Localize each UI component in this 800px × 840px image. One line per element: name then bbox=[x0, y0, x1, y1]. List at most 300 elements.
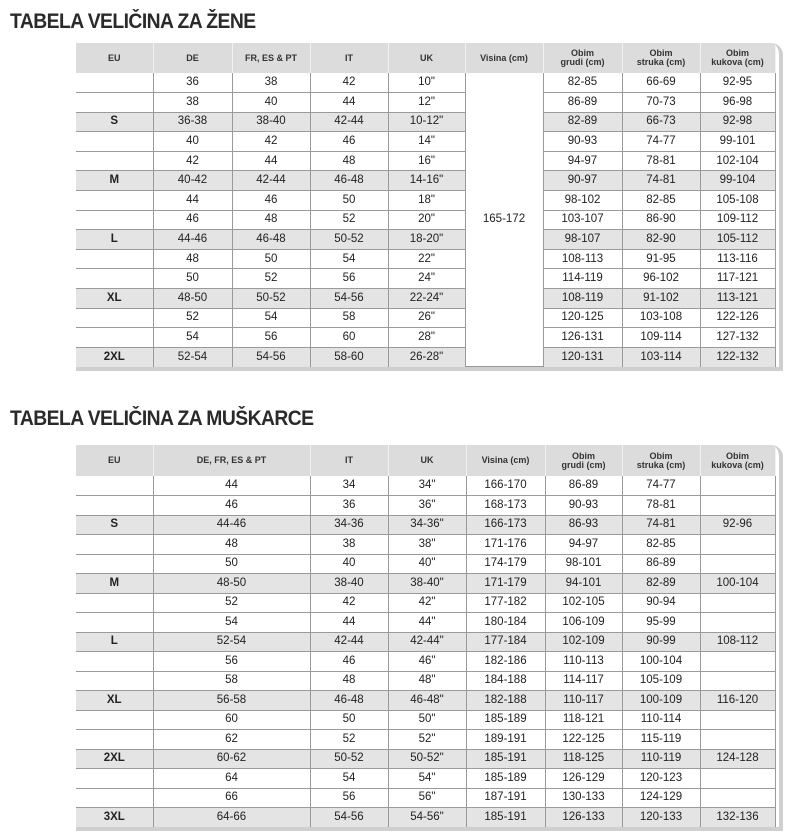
table-row bbox=[76, 515, 775, 535]
table-cell: 42 bbox=[153, 151, 232, 171]
eu-size-cell bbox=[76, 476, 153, 496]
table-cell: 40-42 bbox=[153, 171, 232, 191]
table-cell: 177-184 bbox=[466, 632, 545, 652]
table-cell: 185-189 bbox=[466, 710, 545, 730]
table-cell: 182-186 bbox=[466, 652, 545, 672]
eu-size-cell: S bbox=[76, 515, 153, 535]
table-cell: 108-113 bbox=[543, 249, 622, 269]
table-cell: 10" bbox=[388, 73, 465, 93]
table-cell: 50-52 bbox=[310, 230, 388, 250]
women-header-cell: Obim grudi (cm) bbox=[543, 43, 622, 73]
women-table-header-row bbox=[76, 43, 775, 73]
table-cell: 120-125 bbox=[543, 308, 622, 328]
table-cell: 78-81 bbox=[622, 496, 700, 516]
women-header-cell: FR, ES & PT bbox=[232, 43, 310, 73]
table-cell: 42 bbox=[232, 132, 310, 152]
table-cell bbox=[700, 652, 775, 672]
eu-size-cell: 2XL bbox=[76, 347, 153, 367]
table-cell: 54-56 bbox=[310, 808, 388, 828]
table-row bbox=[76, 730, 775, 750]
table-cell: 86-89 bbox=[543, 93, 622, 113]
table-cell: 86-93 bbox=[545, 515, 622, 535]
table-cell: 118-125 bbox=[545, 749, 622, 769]
table-cell: 50-52 bbox=[232, 289, 310, 309]
table-cell: 52 bbox=[310, 730, 388, 750]
eu-size-cell: M bbox=[76, 171, 153, 191]
table-cell: 96-98 bbox=[700, 93, 775, 113]
table-cell: 86-90 bbox=[622, 210, 700, 230]
table-cell: 48 bbox=[232, 210, 310, 230]
table-cell: 44 bbox=[153, 476, 310, 496]
table-cell: 90-93 bbox=[543, 132, 622, 152]
table-cell: 18" bbox=[388, 191, 465, 211]
table-cell: 98-102 bbox=[543, 191, 622, 211]
eu-size-cell bbox=[76, 132, 153, 152]
table-cell: 98-107 bbox=[543, 230, 622, 250]
table-cell: 99-104 bbox=[700, 171, 775, 191]
table-cell: 56-58 bbox=[153, 691, 310, 711]
table-cell: 92-95 bbox=[700, 73, 775, 93]
table-cell: 44 bbox=[232, 151, 310, 171]
eu-size-cell: XL bbox=[76, 289, 153, 309]
table-row bbox=[76, 151, 775, 171]
table-cell: 168-173 bbox=[466, 496, 545, 516]
women-header-cell: Obim kukova (cm) bbox=[700, 43, 775, 73]
table-cell: 96-102 bbox=[622, 269, 700, 289]
women-size-table bbox=[76, 43, 776, 367]
table-row bbox=[76, 328, 775, 348]
table-row bbox=[76, 710, 775, 730]
table-cell: 50 bbox=[232, 249, 310, 269]
eu-size-cell: S bbox=[76, 112, 153, 132]
table-cell: 185-189 bbox=[466, 769, 545, 789]
table-cell: 117-121 bbox=[700, 269, 775, 289]
table-cell: 94-97 bbox=[543, 151, 622, 171]
table-cell: 36" bbox=[388, 496, 466, 516]
table-cell: 120-133 bbox=[622, 808, 700, 828]
eu-size-cell bbox=[76, 652, 153, 672]
table-cell: 113-121 bbox=[700, 289, 775, 309]
table-cell: 122-125 bbox=[545, 730, 622, 750]
women-header-cell: UK bbox=[388, 43, 465, 73]
table-cell: 26" bbox=[388, 308, 465, 328]
table-cell: 86-89 bbox=[622, 554, 700, 574]
table-cell: 52 bbox=[153, 308, 232, 328]
table-cell: 189-191 bbox=[466, 730, 545, 750]
table-cell: 34" bbox=[388, 476, 466, 496]
table-cell: 132-136 bbox=[700, 808, 775, 828]
table-cell: 182-188 bbox=[466, 691, 545, 711]
table-cell: 98-101 bbox=[545, 554, 622, 574]
table-cell: 130-133 bbox=[545, 788, 622, 808]
table-cell: 42-44 bbox=[310, 112, 388, 132]
men-header-cell: IT bbox=[310, 445, 388, 476]
eu-size-cell bbox=[76, 769, 153, 789]
table-cell: 120-123 bbox=[622, 769, 700, 789]
table-cell: 10-12" bbox=[388, 112, 465, 132]
table-cell: 64-66 bbox=[153, 808, 310, 828]
eu-size-cell bbox=[76, 730, 153, 750]
table-cell: 94-101 bbox=[545, 574, 622, 594]
table-cell: 38-40 bbox=[232, 112, 310, 132]
table-cell: 110-119 bbox=[622, 749, 700, 769]
table-cell: 184-188 bbox=[466, 671, 545, 691]
table-row bbox=[76, 691, 775, 711]
table-cell: 54-56 bbox=[310, 289, 388, 309]
table-row bbox=[76, 613, 775, 633]
table-cell: 54 bbox=[310, 249, 388, 269]
eu-size-cell: XL bbox=[76, 691, 153, 711]
table-cell: 70-73 bbox=[622, 93, 700, 113]
table-cell: 46-48" bbox=[388, 691, 466, 711]
table-cell: 100-109 bbox=[622, 691, 700, 711]
men-header-cell: Obim grudi (cm) bbox=[545, 445, 622, 476]
table-cell: 180-184 bbox=[466, 613, 545, 633]
table-cell: 177-182 bbox=[466, 593, 545, 613]
table-cell: 92-96 bbox=[700, 515, 775, 535]
table-cell: 52 bbox=[232, 269, 310, 289]
table-cell: 44" bbox=[388, 613, 466, 633]
table-cell: 52 bbox=[153, 593, 310, 613]
table-cell: 115-119 bbox=[622, 730, 700, 750]
table-cell: 46 bbox=[310, 132, 388, 152]
table-row bbox=[76, 289, 775, 309]
table-cell: 108-119 bbox=[543, 289, 622, 309]
table-cell: 92-98 bbox=[700, 112, 775, 132]
table-cell: 99-101 bbox=[700, 132, 775, 152]
table-cell: 40" bbox=[388, 554, 466, 574]
table-cell: 74-81 bbox=[622, 515, 700, 535]
table-cell: 42-44" bbox=[388, 632, 466, 652]
table-cell: 22-24" bbox=[388, 289, 465, 309]
table-cell: 124-128 bbox=[700, 749, 775, 769]
women-header-cell: Obim struka (cm) bbox=[622, 43, 700, 73]
table-row bbox=[76, 191, 775, 211]
eu-size-cell bbox=[76, 496, 153, 516]
table-cell: 124-129 bbox=[622, 788, 700, 808]
table-cell: 66 bbox=[153, 788, 310, 808]
table-cell: 91-95 bbox=[622, 249, 700, 269]
table-cell: 36-38 bbox=[153, 112, 232, 132]
table-cell: 48" bbox=[388, 671, 466, 691]
table-cell: 50-52 bbox=[310, 749, 388, 769]
men-header-cell: Visina (cm) bbox=[466, 445, 545, 476]
table-cell: 122-126 bbox=[700, 308, 775, 328]
table-cell: 12" bbox=[388, 93, 465, 113]
table-cell: 126-133 bbox=[545, 808, 622, 828]
table-cell: 18-20" bbox=[388, 230, 465, 250]
table-cell: 114-117 bbox=[545, 671, 622, 691]
men-table-header-row bbox=[76, 445, 775, 476]
table-cell: 46-48 bbox=[232, 230, 310, 250]
table-cell: 110-113 bbox=[545, 652, 622, 672]
table-cell: 174-179 bbox=[466, 554, 545, 574]
eu-size-cell bbox=[76, 671, 153, 691]
table-cell bbox=[700, 769, 775, 789]
table-cell: 86-89 bbox=[545, 476, 622, 496]
table-cell: 109-114 bbox=[622, 328, 700, 348]
table-cell: 109-112 bbox=[700, 210, 775, 230]
table-cell: 106-109 bbox=[545, 613, 622, 633]
table-cell: 46-48 bbox=[310, 171, 388, 191]
table-cell: 94-97 bbox=[545, 535, 622, 555]
height-merged-cell: 165-172 bbox=[465, 73, 543, 367]
table-cell: 103-114 bbox=[622, 347, 700, 367]
men-size-table bbox=[76, 445, 776, 827]
table-cell: 56" bbox=[388, 788, 466, 808]
table-cell: 122-132 bbox=[700, 347, 775, 367]
table-cell: 166-173 bbox=[466, 515, 545, 535]
table-cell: 90-97 bbox=[543, 171, 622, 191]
table-cell: 38-40" bbox=[388, 574, 466, 594]
table-cell: 90-94 bbox=[622, 593, 700, 613]
table-cell bbox=[700, 710, 775, 730]
table-cell: 42 bbox=[310, 73, 388, 93]
table-cell: 60-62 bbox=[153, 749, 310, 769]
table-cell: 105-112 bbox=[700, 230, 775, 250]
table-row bbox=[76, 574, 775, 594]
eu-size-cell: L bbox=[76, 632, 153, 652]
women-size-table-container bbox=[76, 43, 783, 371]
eu-size-cell: M bbox=[76, 574, 153, 594]
table-cell: 54-56" bbox=[388, 808, 466, 828]
table-cell: 100-104 bbox=[622, 652, 700, 672]
table-cell: 54 bbox=[232, 308, 310, 328]
table-cell: 46 bbox=[232, 191, 310, 211]
table-cell bbox=[700, 496, 775, 516]
table-cell: 48 bbox=[310, 151, 388, 171]
table-row bbox=[76, 554, 775, 574]
table-cell: 105-109 bbox=[622, 671, 700, 691]
table-cell: 58 bbox=[310, 308, 388, 328]
table-cell: 78-81 bbox=[622, 151, 700, 171]
table-cell: 58 bbox=[153, 671, 310, 691]
table-cell: 46" bbox=[388, 652, 466, 672]
table-row bbox=[76, 476, 775, 496]
table-cell: 95-99 bbox=[622, 613, 700, 633]
eu-size-cell: L bbox=[76, 230, 153, 250]
table-cell: 14" bbox=[388, 132, 465, 152]
table-cell: 52-54 bbox=[153, 347, 232, 367]
table-cell: 102-104 bbox=[700, 151, 775, 171]
table-cell: 50 bbox=[310, 191, 388, 211]
table-cell: 26-28" bbox=[388, 347, 465, 367]
table-cell: 50 bbox=[310, 710, 388, 730]
table-cell: 100-104 bbox=[700, 574, 775, 594]
eu-size-cell bbox=[76, 249, 153, 269]
table-cell: 118-121 bbox=[545, 710, 622, 730]
table-cell: 20" bbox=[388, 210, 465, 230]
table-cell: 48-50 bbox=[153, 289, 232, 309]
table-cell: 24" bbox=[388, 269, 465, 289]
table-row bbox=[76, 112, 775, 132]
table-cell: 48 bbox=[153, 535, 310, 555]
table-cell: 103-108 bbox=[622, 308, 700, 328]
eu-size-cell bbox=[76, 269, 153, 289]
table-row bbox=[76, 593, 775, 613]
table-cell: 185-191 bbox=[466, 808, 545, 828]
table-cell: 82-85 bbox=[622, 535, 700, 555]
table-cell: 38 bbox=[153, 93, 232, 113]
table-cell: 50-52" bbox=[388, 749, 466, 769]
table-cell: 46 bbox=[310, 652, 388, 672]
table-cell: 36 bbox=[153, 73, 232, 93]
table-cell: 34-36" bbox=[388, 515, 466, 535]
table-row bbox=[76, 749, 775, 769]
eu-size-cell bbox=[76, 613, 153, 633]
table-cell: 34 bbox=[310, 476, 388, 496]
table-cell: 42 bbox=[310, 593, 388, 613]
men-size-table-container bbox=[76, 445, 783, 831]
table-cell bbox=[700, 730, 775, 750]
table-cell: 44-46 bbox=[153, 515, 310, 535]
table-cell: 64 bbox=[153, 769, 310, 789]
table-cell: 54 bbox=[153, 328, 232, 348]
eu-size-cell bbox=[76, 593, 153, 613]
table-cell: 28" bbox=[388, 328, 465, 348]
table-cell: 36 bbox=[310, 496, 388, 516]
table-cell: 60 bbox=[310, 328, 388, 348]
table-row bbox=[76, 249, 775, 269]
table-cell: 22" bbox=[388, 249, 465, 269]
table-row bbox=[76, 210, 775, 230]
table-row bbox=[76, 93, 775, 113]
eu-size-cell bbox=[76, 151, 153, 171]
table-cell: 82-90 bbox=[622, 230, 700, 250]
table-cell: 187-191 bbox=[466, 788, 545, 808]
table-cell: 171-176 bbox=[466, 535, 545, 555]
table-cell: 82-89 bbox=[622, 574, 700, 594]
table-cell: 42-44 bbox=[232, 171, 310, 191]
table-cell: 38 bbox=[232, 73, 310, 93]
table-cell: 42" bbox=[388, 593, 466, 613]
table-row bbox=[76, 132, 775, 152]
eu-size-cell bbox=[76, 93, 153, 113]
table-cell: 120-131 bbox=[543, 347, 622, 367]
table-cell: 52 bbox=[310, 210, 388, 230]
table-row bbox=[76, 652, 775, 672]
table-cell: 82-85 bbox=[622, 191, 700, 211]
table-cell: 40 bbox=[153, 132, 232, 152]
table-cell: 54-56 bbox=[232, 347, 310, 367]
table-cell: 90-99 bbox=[622, 632, 700, 652]
table-cell: 38 bbox=[310, 535, 388, 555]
table-cell: 50" bbox=[388, 710, 466, 730]
eu-size-cell bbox=[76, 535, 153, 555]
table-cell: 82-85 bbox=[543, 73, 622, 93]
table-cell: 110-117 bbox=[545, 691, 622, 711]
table-cell: 166-170 bbox=[466, 476, 545, 496]
table-row bbox=[76, 73, 775, 93]
eu-size-cell bbox=[76, 210, 153, 230]
table-cell: 105-108 bbox=[700, 191, 775, 211]
table-cell: 74-77 bbox=[622, 476, 700, 496]
table-cell: 74-81 bbox=[622, 171, 700, 191]
table-cell: 114-119 bbox=[543, 269, 622, 289]
table-cell: 108-112 bbox=[700, 632, 775, 652]
table-cell: 44 bbox=[310, 93, 388, 113]
eu-size-cell bbox=[76, 554, 153, 574]
eu-size-cell bbox=[76, 788, 153, 808]
table-cell: 46 bbox=[153, 496, 310, 516]
table-cell bbox=[700, 613, 775, 633]
table-cell: 42-44 bbox=[310, 632, 388, 652]
table-cell: 50 bbox=[153, 269, 232, 289]
eu-size-cell: 3XL bbox=[76, 808, 153, 828]
table-cell: 56 bbox=[153, 652, 310, 672]
table-row bbox=[76, 269, 775, 289]
table-row bbox=[76, 788, 775, 808]
table-cell: 38-40 bbox=[310, 574, 388, 594]
table-cell: 16" bbox=[388, 151, 465, 171]
men-header-cell: Obim kukova (cm) bbox=[700, 445, 775, 476]
table-cell: 62 bbox=[153, 730, 310, 750]
table-row bbox=[76, 496, 775, 516]
table-cell: 91-102 bbox=[622, 289, 700, 309]
table-cell: 126-131 bbox=[543, 328, 622, 348]
table-row bbox=[76, 632, 775, 652]
table-cell: 46 bbox=[153, 210, 232, 230]
table-cell: 110-114 bbox=[622, 710, 700, 730]
table-cell: 44-46 bbox=[153, 230, 232, 250]
table-row bbox=[76, 308, 775, 328]
table-cell: 127-132 bbox=[700, 328, 775, 348]
eu-size-cell bbox=[76, 191, 153, 211]
table-cell: 44 bbox=[310, 613, 388, 633]
table-cell: 48 bbox=[310, 671, 388, 691]
table-row bbox=[76, 230, 775, 250]
table-cell: 185-191 bbox=[466, 749, 545, 769]
table-cell: 60 bbox=[153, 710, 310, 730]
table-cell bbox=[700, 788, 775, 808]
table-cell: 54" bbox=[388, 769, 466, 789]
men-header-cell: UK bbox=[388, 445, 466, 476]
table-row bbox=[76, 671, 775, 691]
table-row bbox=[76, 808, 775, 828]
men-header-cell: DE, FR, ES & PT bbox=[153, 445, 310, 476]
table-cell: 82-89 bbox=[543, 112, 622, 132]
table-row bbox=[76, 535, 775, 555]
men-header-cell: EU bbox=[76, 445, 153, 476]
women-header-cell: Visina (cm) bbox=[465, 43, 543, 73]
table-cell bbox=[700, 593, 775, 613]
eu-size-cell bbox=[76, 73, 153, 93]
table-cell: 54 bbox=[310, 769, 388, 789]
table-cell: 56 bbox=[232, 328, 310, 348]
table-cell: 40 bbox=[232, 93, 310, 113]
eu-size-cell bbox=[76, 710, 153, 730]
table-row bbox=[76, 769, 775, 789]
table-cell: 40 bbox=[310, 554, 388, 574]
women-size-table-title: TABELA VELIČINA ZA ŽENE bbox=[10, 10, 256, 33]
women-header-cell: IT bbox=[310, 43, 388, 73]
men-size-table-title: TABELA VELIČINA ZA MUŠKARCE bbox=[10, 407, 314, 430]
table-row bbox=[76, 347, 775, 367]
table-cell: 48 bbox=[153, 249, 232, 269]
table-cell: 52" bbox=[388, 730, 466, 750]
table-cell: 103-107 bbox=[543, 210, 622, 230]
table-cell bbox=[700, 671, 775, 691]
table-cell: 66-73 bbox=[622, 112, 700, 132]
table-cell: 66-69 bbox=[622, 73, 700, 93]
table-cell bbox=[700, 554, 775, 574]
table-cell: 46-48 bbox=[310, 691, 388, 711]
table-cell: 116-120 bbox=[700, 691, 775, 711]
table-cell: 113-116 bbox=[700, 249, 775, 269]
eu-size-cell bbox=[76, 328, 153, 348]
table-cell: 102-109 bbox=[545, 632, 622, 652]
table-cell: 34-36 bbox=[310, 515, 388, 535]
